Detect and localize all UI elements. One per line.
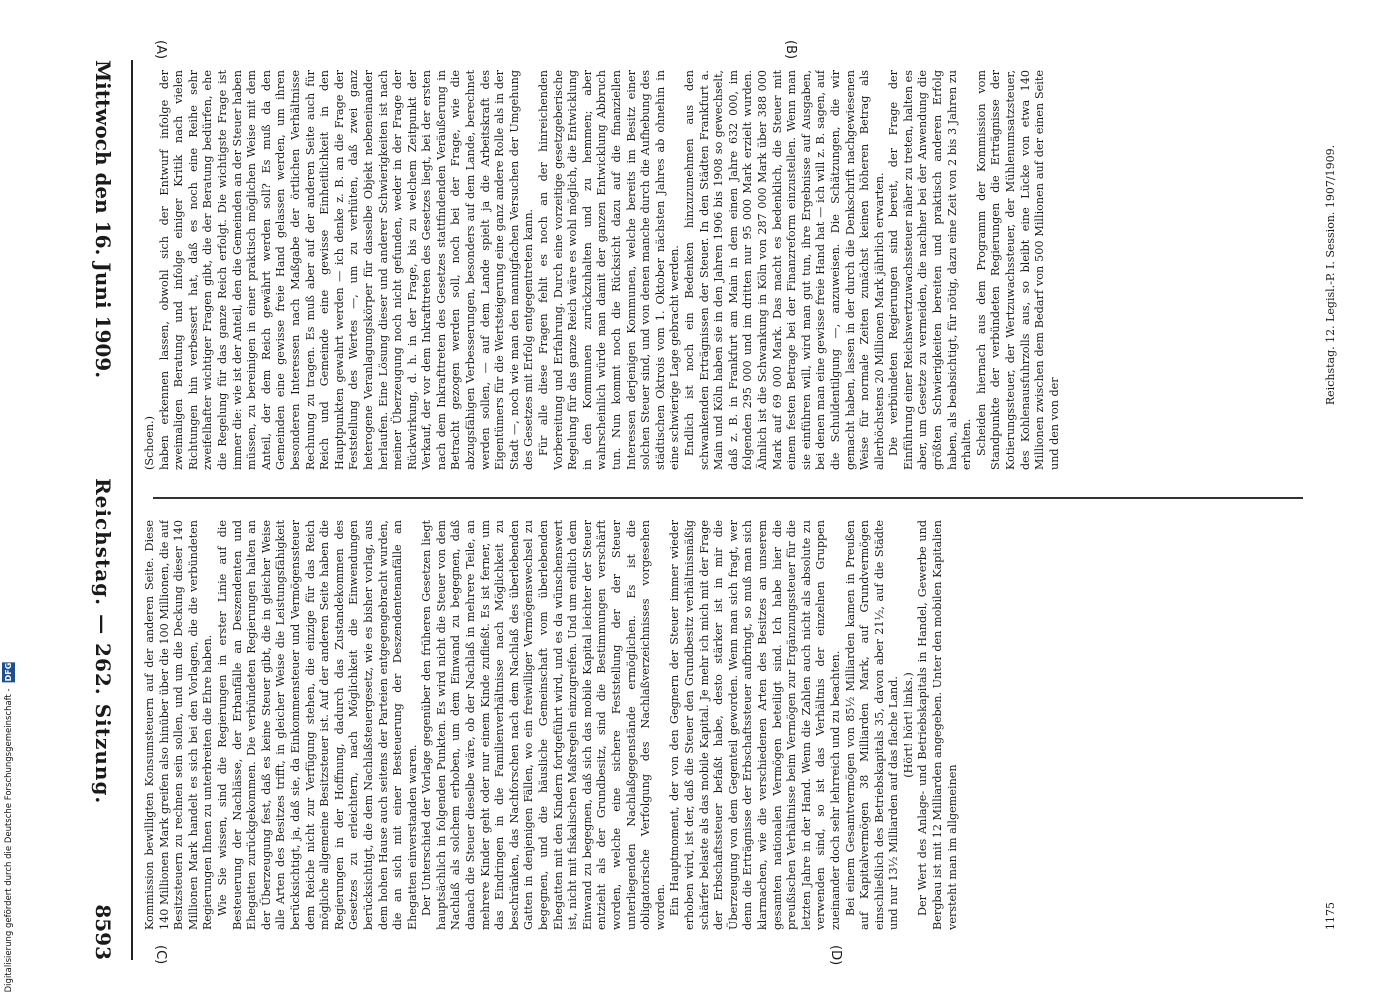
left-paragraph-3: Endlich ist noch ein Bedenken hinzuzunehmen aus den schwankenden Erträgnissen der Steuer. In den Städten Frankfurt a. Main und Köln haben sie in den Jahren 1906 bis 1908 so gewechselt, daß z. B. in Frankfurt am Main in dem einen Jahre 632 000, im folgenden 295 000 und im dritten nur 95 000 Mark erzielt wurden. Ähnlich ist die Schwankung in Köln von 287 000 Mark über 388 000 Mark auf 69 000 Mark. Das macht es bedenklich, die Steuer mit einem festen Betrage bei der Finanzreform einzustellen. Wenn man sie einführen will, wird man gut tun, ihre Ergebnisse auf Ausgaben, bei denen man eine gewisse freie Hand hat — ich will z. B. sagen, auf die Schuldentilgung —, anzuweisen. Die Schätzungen, die wir gemacht haben, lassen in der durch die Denkschrift nachgewiesenen Weise für normale Zeiten zunächst keinen höheren Betrag als allerhöchstens 20 Millionen Mark jährlich erwarten. <box>682 70 886 470</box>
left-column <box>143 70 1313 470</box>
margin-mark-c: (C) <box>153 945 168 965</box>
right-column <box>143 520 1313 930</box>
right-paragraph-1: Kommission bewilligten Konsumsteuern auf der anderen Seite. Diese 140 Millionen Mark greifen also hinüber über die 100 Millionen, die auf Besitzsteuern zu rechnen sein sollen, und um die Deckung dieser 140 Millionen Mark handelt es sich bei den Vorlagen, die die verbündeten Regierungen Ihnen zu unterbreiten die Ehre haben. <box>143 520 215 930</box>
digitization-credit-text: Digitalisierung gefördert durch die Deutsche Forschungsgemeinschaft - <box>4 688 14 992</box>
right-paragraph-2: Wie Sie wissen, sind die Regierungen in erster Linie auf die Besteuerung der Nachlässe, der Erbanfälle an Deszendenten und Ehegatten zurückgekommen. Die verbündeten Regierungen halten an der Überzeugung fest, daß es keine Steuer gibt, die in gleicher Weise alle Arten des Besitzes trifft, in gleicher Weise die Leistungsfähigkeit berücksichtigt, ja, daß sie, da Einkommensteuer und Vermögenssteuer dem Reiche nicht zur Verfügung stehen, die einzige für das Reich mögliche allgemeine Besitzsteuer ist. Auf der anderen Seite haben die Regierungen in der Hoffnung, dadurch das Zustandekommen des Gesetzes zu erleichtern, nach Möglichkeit die Einwendungen berücksichtigt, die dem Nachlaßsteuergesetz, wie es bisher vorlag, aus dem hohen Hause auch seitens der Parteien entgegengebracht wurden, die an sich mit einer Besteuerung der Deszendentenanfälle an Ehegatten einverstanden waren. <box>215 520 419 930</box>
right-paragraph-6: Der Wert des Anlage- und Betriebskapitals in Handel, Gewerbe und Bergbau ist mit 12 Milliarden angegeben. Unter den mobilen Kapitalien versteht man im allgemeinen <box>916 520 959 930</box>
page-header <box>83 60 123 960</box>
footer-signature: 1175 <box>1324 902 1337 930</box>
margin-mark-a: (A) <box>153 40 168 60</box>
header-title: Reichstag. — 262. Sitzung. <box>91 478 115 805</box>
speaker-label: (Schoen.) <box>143 416 156 470</box>
margin-mark-d: (D) <box>828 945 843 966</box>
right-paragraph-5: Bei einem Gesamtvermögen von 85½ Milliarden kamen in Preußen auf Kapitalvermögen 38 Milliarden Mark, auf Grundvermögen einschließlich des Betriebskapitals 35, davon aber 21½, auf die Städte und nur 13½ Milliarden auf das flache Land. <box>843 520 901 930</box>
footer-session-info: Reichstag. 12. Legisl.-P. I. Session. 1907/1909. <box>1324 144 1337 406</box>
right-paragraph-4: Ein Hauptmoment, der von den Gegnern der Steuer immer wieder erhoben wird, ist der, daß die Steuer den Grundbesitz verhältnismäßig schärfer belaste als das mobile Kapital. Je mehr ich mich mit der Frage der Erbschaftssteuer befaßt habe, desto stärker ist in mir die Überzeugung von dem Gegenteil geworden. Wenn man sich fragt, wer denn die Erträgnisse der Erbschaftssteuer aufbringt, so muß man sich klarmachen, wie die verschiedenen Arten des Besitzes an unserem gesamten nationalen Vermögen beteiligt sind. Ich habe hier die preußischen Verhältnisse beim Vermögen zur Ergänzungssteuer für die letzten Jahre in der Hand. Wenn die Zahlen auch nicht als absolute zu verwenden sind, so ist das Verhältnis der einzelnen Gruppen zueinander doch sehr lehrreich und zu beachten. <box>668 520 842 930</box>
interjection: (Hört! hört! links.) <box>901 672 915 778</box>
header-page-number: 8593 <box>91 904 115 960</box>
left-paragraph-4: Die verbündeten Regierungen sind bereit, der Frage der Einführung einer Reichswertzuwachssteuer näher zu treten, halten es aber, um Gesetze zu vermeiden, die nachher bei der Anwendung die größten Schwierigkeiten bereiten und praktisch anderen Erfolg haben, als beabsichtigt, für nötig, dazu eine Zeit von 2 bis 3 Jahren zu erhalten. <box>887 70 974 470</box>
left-paragraph-1: haben erkennen lassen, obwohl sich der Entwurf infolge der zweimaligen Beratung und infolge einiger Kritik nach vielen Richtungen hin verbessert hat, daß es noch eine Reihe sehr zweifelhafter wichtiger Fragen gibt, die der Beratung bedürfen, ehe die Regelung für das ganze Reich erfolgt. Die wichtigste Frage ist immer die: wie ist der Anteil, den die Gemeinden an der Steuer haben müssen, zu bereinigen in einer praktisch möglichen Weise mit dem Anteil, der dem Reich gewährt werden soll? Es muß da den Gemeinden eine gewisse freie Hand gelassen werden, um ihren besonderen Interessen nach Maßgabe der örtlichen Verhältnisse Rechnung zu tragen. Es muß aber auf der anderen Seite auch für Reich und Gemeinde eine gewisse Einheitlichkeit in den Hauptpunkten gewahrt werden — ich denke z. B. an die Frage der Feststellung des Wertes —, um zu verhüten, daß zwei ganz heterogene Veranlagungskörper für dasselbe Objekt nebeneinander herlaufen. Eine Lösung dieser und anderer Schwierigkeiten ist nach meiner Überzeugung noch nicht gefunden, weder in der Frage der Rückwirkung, d. h. in der Frage, bis zu welchem Zeitpunkt der Verkauf, der vor dem Inkrafttreten des Gesetzes liegt, bei der ersten nach dem Inkrafttreten des Gesetzes stattfindenden Veräußerung in Betracht gezogen werden soll, noch bei der Frage, wie die abzugsfähigen Verbesserungen, besonders auf dem Lande, berechnet werden sollen, — auf dem Lande spielt ja die Arbeitskraft des Eigentümers für die Wertsteigerung eine ganz andere Rolle als in der Stadt —, noch wie man den mannigfachen Versuchen der Umgehung des Gesetzes mit Erfolg entgegentreten kann. <box>157 70 536 470</box>
header-rule <box>131 60 133 960</box>
header-date: Mittwoch den 16. Juni 1909. <box>91 60 115 379</box>
left-paragraph-5: Scheiden hiernach aus dem Programm der Kommission vom Standpunkte der verbündeten Regierungen die Erträgnisse der Kotierungssteuer, der Wertzuwachssteuer, der Mühlenumsatzsteuer, des Kohlenausfuhrzolls aus, so bleibt eine Lücke von etwa 140 Millionen zwischen dem Bedarf von 500 Millionen auf der einen Seite und den von der <box>974 70 1061 470</box>
right-paragraph-3: Der Unterschied der Vorlage gegenüber den früheren Gesetzen liegt hauptsächlich in folgenden Punkten. Es wird nicht die Steuer von dem Nachlaß als solchem erhoben, um dem Einwand zu begegnen, daß danach die Steuer dieselbe wäre, ob der Nachlaß in mehrere Teile, an mehrere Kinder geht oder nur einem Kinde zufließt. Es ist ferner, um das Eindringen in die Familienverhältnisse nach Möglichkeit zu beschränken, das Nachforschen nach dem Nachlaß des überlebenden Gatten in denjenigen Fällen, wo ein freiwilliger Vermögenswechsel zu begegnen, und die häusliche Gemeinschaft vom überlebenden Ehegatten mit den Kindern fortgeführt wird, und es da wünschenswert ist, nicht mit fiskalischen Maßregeln einzugreifen. Und um endlich dem Einwand zu begegnen, daß sich das mobile Kapital leichter der Steuer entzieht als der Grundbesitz, sind die Bestimmungen verschärft worden, welche eine sichere Feststellung der der Steuer unterliegenden Nachlaßgegenstände ermöglichen. Es ist die obligatorische Verfolgung des Nachlaßverzeichnisses vorgesehen worden. <box>420 520 667 930</box>
column-divider <box>153 497 1303 499</box>
left-paragraph-2: Für alle diese Fragen fehlt es noch an der hinreichenden Vorbereitung und Erfahrung. Durch eine vorzeitige gesetzgeberische Regelung für das ganze Reich wäre es wohl möglich, die Entwicklung in den Kommunen zurückzuhalten und zu hemmen; aber wahrscheinlich würde man damit der ganzen Entwicklung Abbruch tun. Nun kommt noch die Rücksicht dazu auf die finanziellen Interessen derjenigen Kommunen, welche bereits im Besitz einer solchen Steuer sind, und von denen manche durch die Aufhebung des städtischen Oktrois vom 1. Oktober nächsten Jahres ab ohnehin in eine schwierige Lage gebracht werden. <box>537 70 682 470</box>
margin-mark-b: (B) <box>783 40 798 60</box>
dfg-logo: DFG <box>4 662 13 682</box>
